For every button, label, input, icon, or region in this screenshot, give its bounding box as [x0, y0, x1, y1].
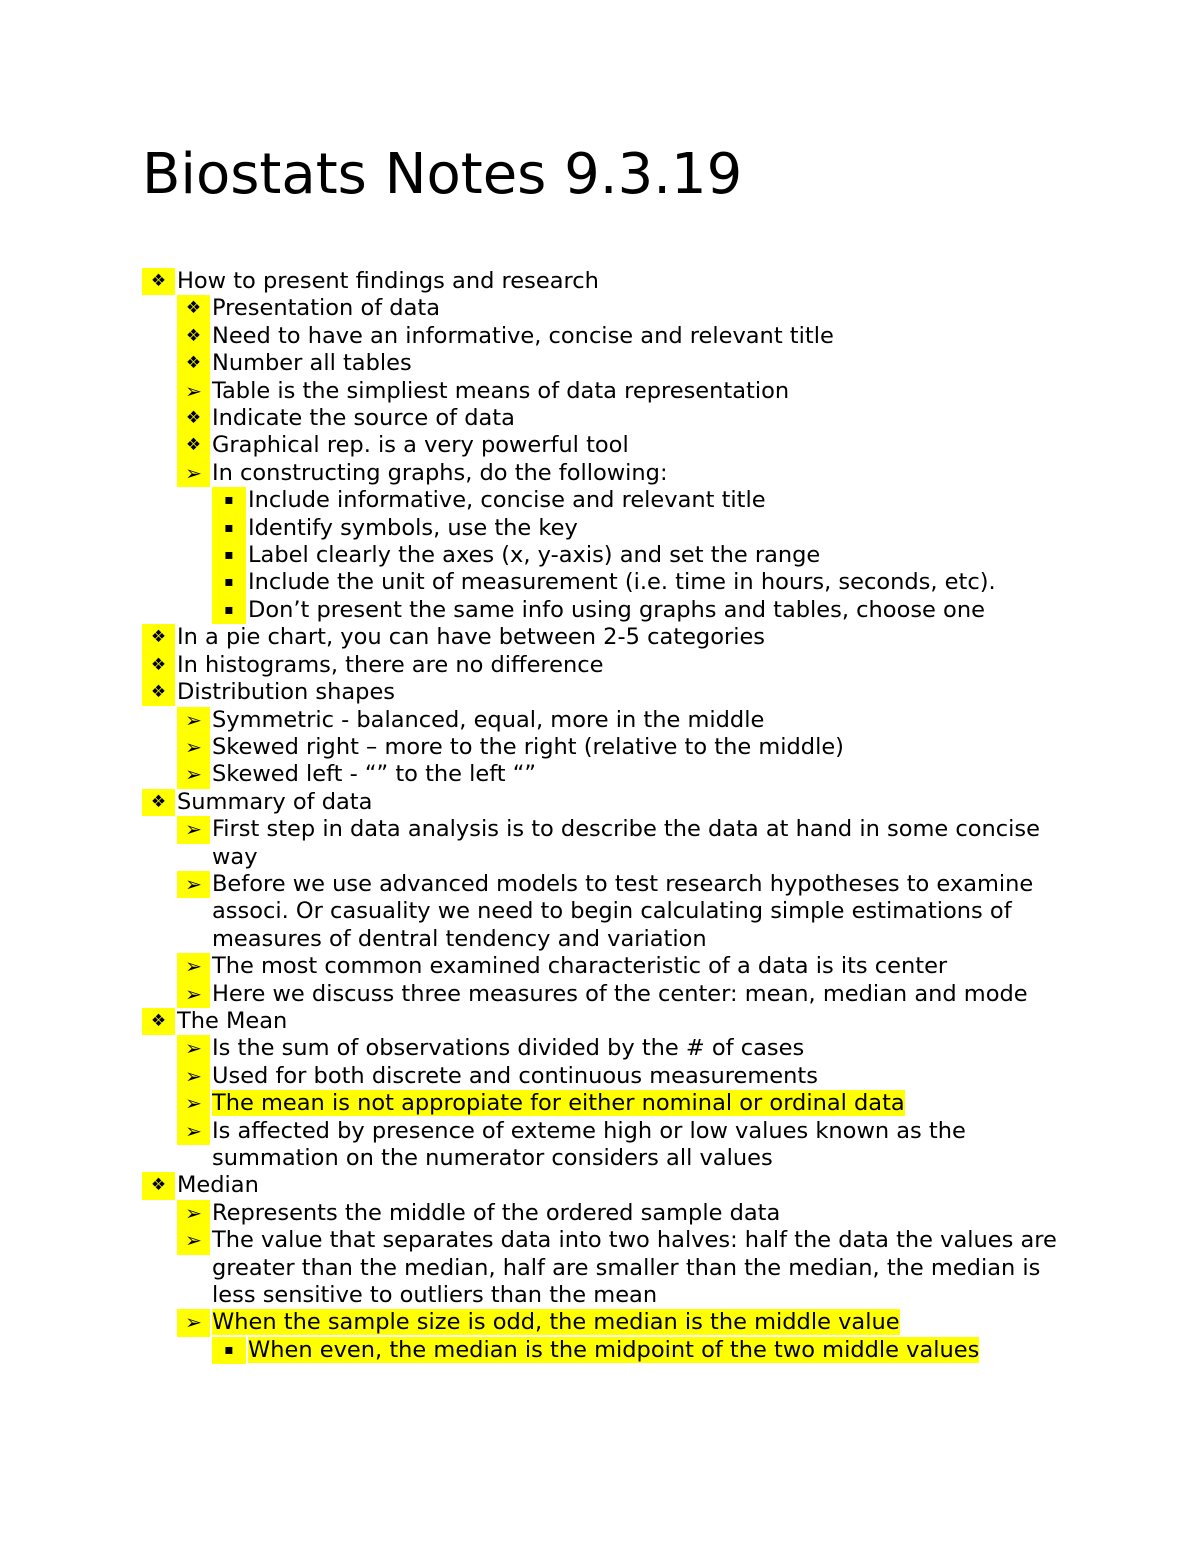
- list-item: [0, 1200, 1057, 1227]
- list-item-text: First step in data analysis is to describe the data at hand in some concise way: [212, 816, 1040, 870]
- list-item-text: Presentation of data: [212, 295, 440, 322]
- arrow-bullet-icon: ➢: [177, 1227, 210, 1254]
- diamond-bullet-icon: ❖: [177, 432, 210, 459]
- list-item-text: Need to have an informative, concise and relevant title: [212, 322, 834, 349]
- list-item-text: Include the unit of measurement (i.e. time in hours, seconds, etc).: [248, 569, 996, 596]
- list-item-text: Table is the simpliest means of data representation: [212, 377, 790, 404]
- list-item: [0, 1035, 1057, 1062]
- list-item: [0, 1090, 1057, 1117]
- list-item: [0, 1008, 1057, 1035]
- list-item: [0, 1118, 1057, 1173]
- diamond-bullet-icon: ❖: [177, 405, 210, 432]
- list-item-text: Summary of data: [177, 788, 373, 815]
- list-item-text: Identify symbols, use the key: [248, 514, 578, 541]
- list-item: [0, 816, 1057, 871]
- list-item: [0, 707, 1057, 734]
- diamond-bullet-icon: ❖: [142, 1172, 175, 1199]
- list-item: [0, 1063, 1057, 1090]
- arrow-bullet-icon: ➢: [177, 1090, 210, 1117]
- square-bullet-icon: ▪: [212, 542, 246, 569]
- square-bullet-icon: ▪: [212, 1337, 246, 1364]
- arrow-bullet-icon: ➢: [177, 1309, 210, 1336]
- arrow-bullet-icon: ➢: [177, 1118, 210, 1145]
- diamond-bullet-icon: ❖: [142, 268, 175, 295]
- list-item-text: How to present findings and research: [177, 268, 599, 294]
- list-item-text: In a pie chart, you can have between 2-5 categories: [177, 624, 766, 651]
- diamond-bullet-icon: ❖: [142, 1008, 175, 1035]
- arrow-bullet-icon: ➢: [177, 460, 210, 487]
- list-item: [0, 515, 1057, 542]
- arrow-bullet-icon: ➢: [177, 871, 210, 898]
- list-item: [0, 405, 1057, 432]
- list-item-text: The Mean: [177, 1007, 288, 1034]
- square-bullet-icon: ▪: [212, 515, 246, 542]
- document-title: Biostats Notes 9.3.19: [142, 142, 743, 207]
- list-item-text: Graphical rep. is a very powerful tool: [212, 432, 629, 459]
- list-item: [0, 460, 1057, 487]
- diamond-bullet-icon: ❖: [142, 624, 175, 651]
- list-item-text: Skewed right – more to the right (relative to the middle): [212, 733, 844, 760]
- list-item: [0, 1172, 1057, 1199]
- list-item: [0, 597, 1057, 624]
- diamond-bullet-icon: ❖: [142, 652, 175, 679]
- list-item: [0, 761, 1057, 788]
- arrow-bullet-icon: ➢: [177, 378, 210, 405]
- list-item: [0, 378, 1057, 405]
- square-bullet-icon: ▪: [212, 597, 246, 624]
- list-item: [0, 652, 1057, 679]
- list-item-text: The value that separates data into two halves: half the data the values are greater than the median, half are smaller than the median, the median is less sensitive to outliers than the mean: [212, 1227, 1057, 1309]
- list-item: [0, 1309, 1057, 1336]
- arrow-bullet-icon: ➢: [177, 707, 210, 734]
- arrow-bullet-icon: ➢: [177, 953, 210, 980]
- diamond-bullet-icon: ❖: [142, 679, 175, 706]
- list-item: [0, 542, 1057, 569]
- list-item: [0, 432, 1057, 459]
- list-item-text: Symmetric - balanced, equal, more in the middle: [212, 706, 765, 733]
- list-item-text: Median: [177, 1172, 259, 1199]
- list-item-text: The mean is not appropiate for either nominal or ordinal data: [212, 1090, 905, 1117]
- list-item-text: In constructing graphs, do the following:: [212, 459, 668, 486]
- list-item: [0, 624, 1057, 651]
- list-item-text: Is the sum of observations divided by the # of cases: [212, 1035, 805, 1062]
- arrow-bullet-icon: ➢: [177, 734, 210, 761]
- notes-list: [0, 268, 1200, 1364]
- list-item-text: The most common examined characteristic of a data is its center: [212, 953, 948, 980]
- arrow-bullet-icon: ➢: [177, 1200, 210, 1227]
- diamond-bullet-icon: ❖: [142, 789, 175, 816]
- list-item-text: Is affected by presence of exteme high or low values known as the summation on the numerator considers all values: [212, 1117, 966, 1171]
- list-item-text: Distribution shapes: [177, 679, 396, 706]
- diamond-bullet-icon: ❖: [177, 295, 210, 322]
- list-item: [0, 487, 1057, 514]
- square-bullet-icon: ▪: [212, 569, 246, 596]
- diamond-bullet-icon: ❖: [177, 323, 210, 350]
- list-item-text: Used for both discrete and continuous measurements: [212, 1062, 818, 1089]
- list-item: [0, 323, 1057, 350]
- list-item: [0, 871, 1057, 953]
- list-item: [0, 679, 1057, 706]
- list-item: [0, 268, 1057, 295]
- arrow-bullet-icon: ➢: [177, 1063, 210, 1090]
- list-item-text: Here we discuss three measures of the center: mean, median and mode: [212, 980, 1028, 1007]
- list-item-text: Don’t present the same info using graphs and tables, choose one: [248, 596, 985, 623]
- arrow-bullet-icon: ➢: [177, 761, 210, 788]
- list-item: [0, 569, 1057, 596]
- diamond-bullet-icon: ❖: [177, 350, 210, 377]
- list-item-text: Indicate the source of data: [212, 405, 515, 432]
- list-item-text: Number all tables: [212, 350, 412, 377]
- list-item: [0, 953, 1057, 980]
- arrow-bullet-icon: ➢: [177, 816, 210, 843]
- arrow-bullet-icon: ➢: [177, 1035, 210, 1062]
- list-item-text: When the sample size is odd, the median is the middle value: [212, 1309, 900, 1336]
- list-item-text: Before we use advanced models to test research hypotheses to examine associ. Or casuality we need to begin calculating simple estimations of measures of dentral tendency and variation: [212, 870, 1034, 952]
- list-item: [0, 1337, 1057, 1364]
- arrow-bullet-icon: ➢: [177, 981, 210, 1008]
- list-item-text: Include informative, concise and relevant title: [248, 487, 766, 514]
- list-item: [0, 1227, 1057, 1309]
- list-item: [0, 734, 1057, 761]
- list-item: [0, 789, 1057, 816]
- list-item: [0, 295, 1057, 322]
- list-item: [0, 350, 1057, 377]
- list-item: [0, 981, 1057, 1008]
- list-item-text: Label clearly the axes (x, y-axis) and set the range: [248, 542, 821, 569]
- list-item-text: When even, the median is the midpoint of the two middle values: [248, 1336, 980, 1363]
- list-item-text: In histograms, there are no difference: [177, 651, 604, 678]
- list-item-text: Skewed left - “” to the left “”: [212, 761, 537, 788]
- square-bullet-icon: ▪: [212, 487, 246, 514]
- list-item-text: Represents the middle of the ordered sample data: [212, 1199, 781, 1226]
